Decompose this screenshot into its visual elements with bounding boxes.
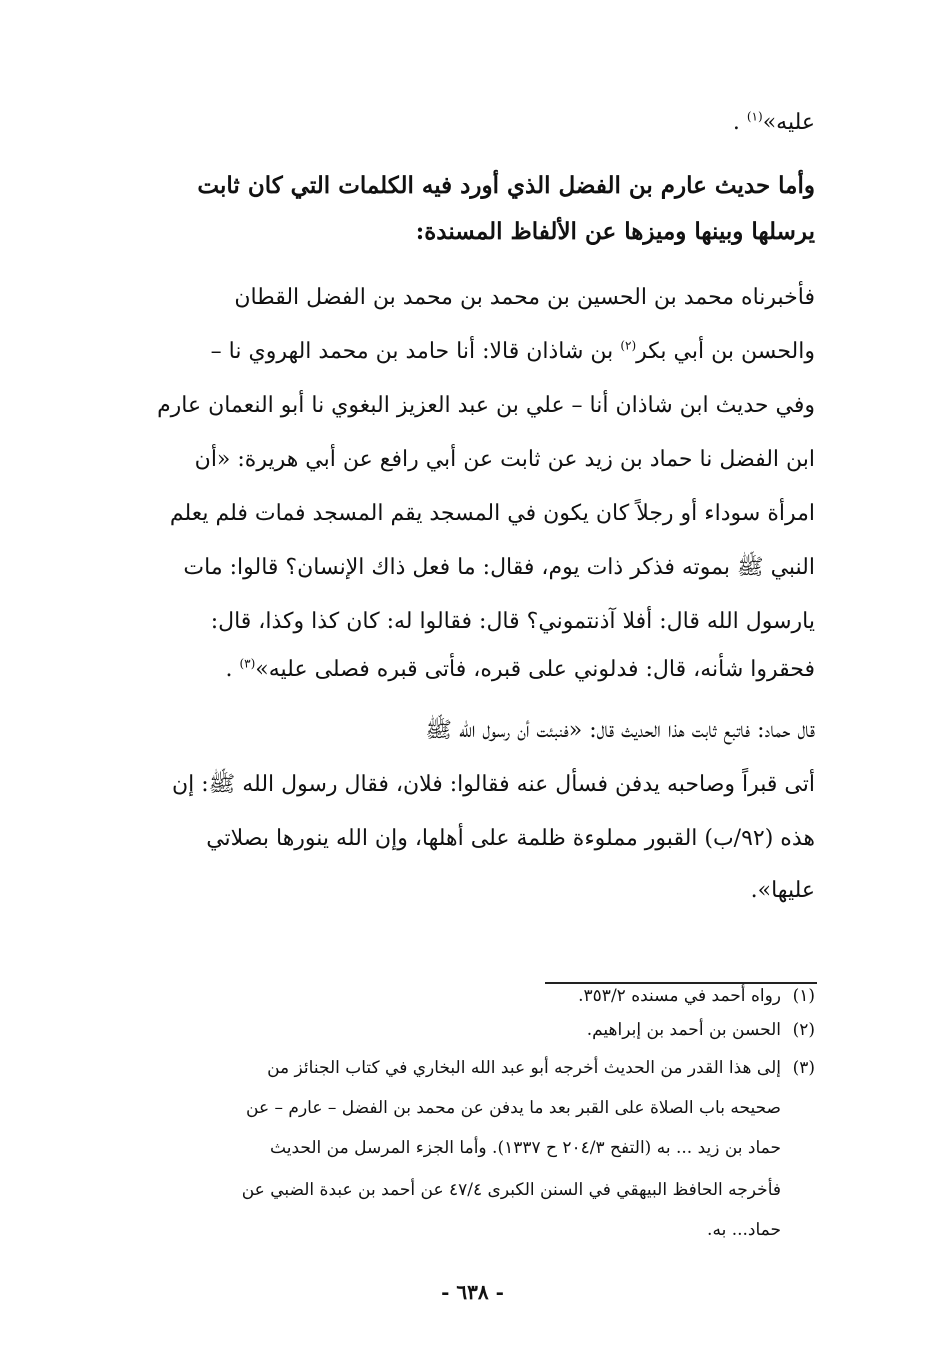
footnote-ref-1: (١) — [746, 109, 763, 124]
paragraph2-line-1: قال حماد: فاتبع ثابت هذا الحديث قال: «فنبئت أن رسول الله ﷺ — [425, 718, 815, 743]
footnote-ref-2: (٢) — [620, 338, 637, 353]
paragraph1-line-2-b: بن شاذان قالا: أنا حامد بن محمد الهروي نا – — [210, 339, 614, 364]
paragraph1-line-8-a: فحقروا شأنه، قال: فدلوني على قبره، فأتى قبره فصلى عليه» — [255, 657, 815, 682]
paragraph1-line-2-a: والحسن بن أبي بكر — [636, 339, 815, 364]
footnote-separator — [545, 982, 817, 984]
paragraph1-line-8-end: . — [225, 657, 233, 682]
paragraph1-line-3: وفي حديث ابن شاذان أنا – علي بن عبد العزيز البغوي نا أبو النعمان عارم — [157, 393, 815, 418]
paragraph2-line-3: هذه (٩٢/ب) القبور مملوءة ظلمة على أهلها، وإن الله ينورها بصلاتي — [206, 826, 815, 851]
paragraph1-line-4: ابن الفضل نا حماد بن زيد عن ثابت عن أبي رافع عن أبي هريرة: «أن — [194, 447, 815, 472]
paragraph1-line-1: فأخبرناه محمد بن الحسين بن محمد بن محمد بن الفضل القطان — [234, 285, 815, 310]
continuation-end: . — [732, 110, 740, 135]
paragraph1-line-5: امرأة سوداء أو رجلاً كان يكون في المسجد يقم المسجد فمات فلم يعلم — [169, 501, 815, 526]
paragraph1-line-7: يارسول الله قال: أفلا آذنتموني؟ قال: فقالوا له: كان كذا وكذا، قال: — [210, 609, 815, 634]
continuation-line — [130, 109, 815, 135]
heading-line-2: يرسلها وبينها وميزها عن الألفاظ المسندة: — [415, 218, 815, 245]
footnote-1 — [130, 988, 815, 1005]
footnote-3-line-5: حماد... به. — [707, 1220, 781, 1240]
footnote-1-number: (١) — [792, 986, 815, 1006]
footnote-3-line-3: حماد بن زيد ... به (التفح ٢٠٤/٣ ح ١٣٣٧). وأما الجزء المرسل من الحديث — [270, 1138, 781, 1158]
footnote-3-line-4: فأخرجه الحافظ البيهقي في السنن الكبرى ٤٧/٤ عن أحمد بن عبدة الضبي عن — [241, 1180, 781, 1200]
paragraph1-line-6: النبي ﷺ بموته فذكر ذات يوم، فقال: ما فعل ذاك الإنسان؟ قالوا: مات — [183, 555, 815, 580]
footnote-3-text-1: إلى هذا القدر من الحديث أخرجه أبو عبد الله البخاري في كتاب الجنائز من — [267, 1058, 781, 1078]
footnote-ref-3: (٣) — [239, 656, 256, 671]
footnote-1-text: رواه أحمد في مسنده ٣٥٣/٢. — [578, 986, 781, 1006]
paragraph2-line-2: أتى قبراً وصاحبه يدفن فسأل عنه فقالوا: فلان، فقال رسول الله ﷺ: إن — [172, 772, 815, 797]
footnote-3-line-1 — [130, 1060, 815, 1077]
heading-line-1: وأما حديث عارم بن الفضل الذي أورد فيه الكلمات التي كان ثابت — [197, 172, 815, 199]
paragraph2-line-4: عليها». — [750, 878, 815, 903]
paragraph1-line-8 — [130, 656, 815, 682]
footnote-2-text: الحسن بن أحمد بن إبراهيم. — [586, 1020, 781, 1040]
footnote-3-line-2: صحيحه باب الصلاة على القبر بعد ما يدفن عن محمد بن الفضل – عارم – عن — [246, 1098, 781, 1118]
footnote-3-number: (٣) — [792, 1058, 815, 1078]
paragraph1-line-2 — [130, 338, 815, 364]
page-number: - ٦٣٨ - — [441, 1280, 504, 1304]
continuation-text: عليه» — [762, 110, 815, 135]
footnote-2-number: (٢) — [792, 1020, 815, 1040]
footnote-2 — [130, 1022, 815, 1039]
